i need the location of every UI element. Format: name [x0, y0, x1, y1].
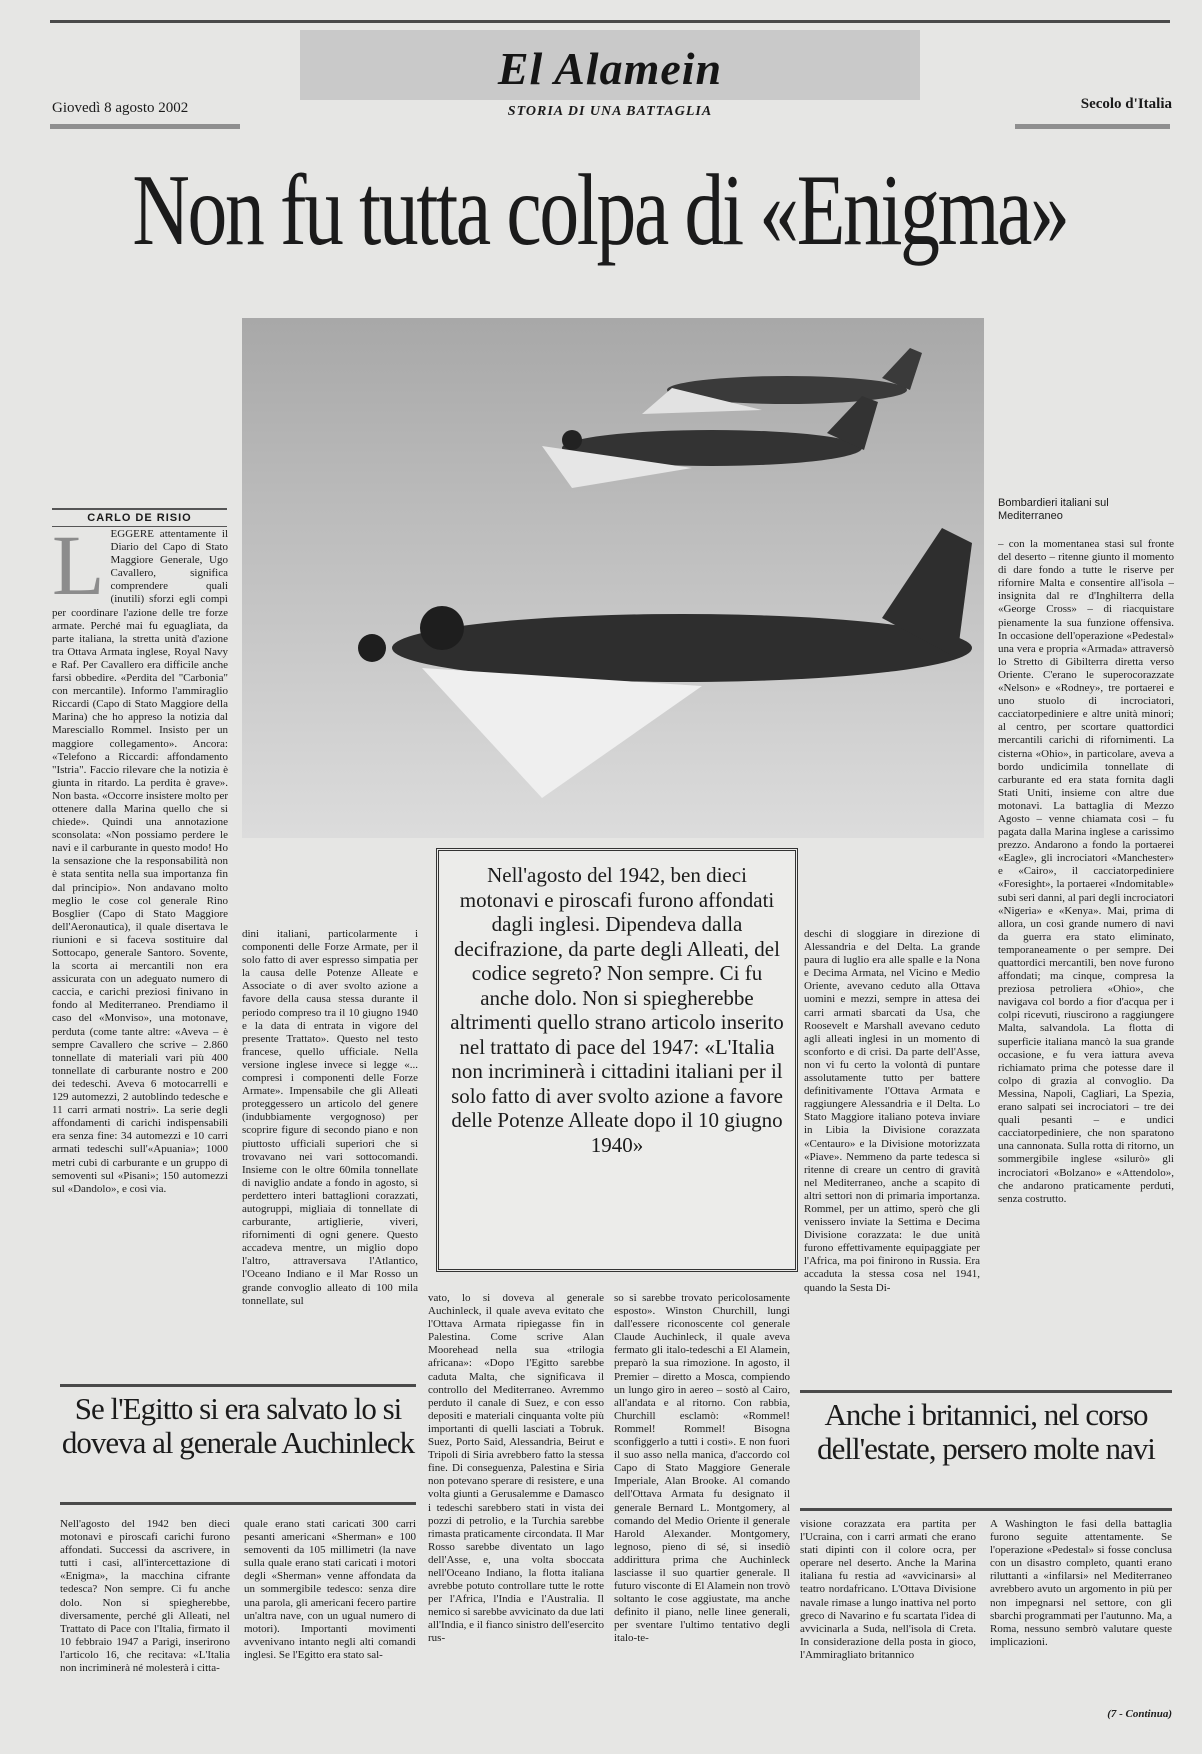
- article-column-7: [614, 1292, 790, 1722]
- subhead-right-rule-bottom: [800, 1508, 1172, 1511]
- subhead-right: Anche i britannici, nel corso dell'estate, persero molte navi: [817, 1397, 1155, 1466]
- byline: CARLO DE RISIO: [52, 508, 227, 527]
- section-subtitle: STORIA DI UNA BATTAGLIA: [507, 104, 713, 119]
- masthead-rule-right: [1015, 124, 1170, 129]
- article-column-6: [428, 1292, 604, 1722]
- newspaper-name: Secolo d'Italia: [1080, 96, 1172, 112]
- headline: Non fu tutta colpa di «Enigma»: [132, 154, 1068, 267]
- column-1-text: EGGERE attentamente il Diario del Capo di Stato Maggiore Generale, Ugo Cavallero, significa comprendere quali (inutili) sforzi egli compì per coordinare l'azione delle tre forze armate. Perché mai fu eguagliata, da parte italiana, la stretta unità d'azione tra Ottava Armata inglese, Royal Navy e Raf. Per Cavallero era difficile anche farsi obbedire. «Perdita del "Carbonia" con mercantile). Informo l'ammiraglio Riccardi (Capo di Stato Maggiore della Marina) che ho appreso la notizia dal Maresciallo Rommel. Insisto per un maggiore collegamento». Ancora: «Telefono a Riccardi: affondamento "Istria". Faccio rilevare che la notizia è giunta in ritardo. La perdita è grave». Non basta. «Occorre insistere molto per ottenere dalla Marina quello che si chiede». Quindi una annotazione sconsolata: «Non possiamo perdere le navi e il carburante in questo modo! Ho la sensazione che la responsabilità non è stata sentita nella sua importanza fin dal principio». Non andavano molto meglio le cose col generale Rino Bosglier (Capo di Stato Maggiore dell'Aeronautica), il quale disertava le riunioni e si faceva sostituire dal Sottocapo, generale Santoro. Sovente, la scorta ai mercantili non era assicurata con un adeguato numero di caccia, e carichi preziosi finivano in fondo al Mediterraneo. Prendiamo il caso del «Monviso», una motonave, perduta (come tante altre: «Aveva – è sempre Cavallero che scrive – 2.860 tonnellate di materiali vari più 400 tonnellate di carburante nostro e 200 dei tedeschi. Aveva 6 motocarrelli e 129 automezzi, 2 autoblindo tedesche e 11 carri armati nostri». La serie degli affondamenti di carichi indispensabili era senza fine: 34 automezzi e 10 carri armati tedeschi sull'«Apuania»; 1000 metri cubi di carburante e un gruppo di semoventi sul «Pisani»; 150 automezzi sul «Dandolo», e così via.: [52, 528, 228, 1195]
- subhead-left: Se l'Egitto si era salvato lo si doveva al generale Auchinleck: [61, 1391, 415, 1460]
- pull-quote: Nell'agosto del 1942, ben dieci motonavi e piroscafi furono affondati dagli inglesi. Dipendeva dalla decifrazione, da parte degli Alleati, del codice segreto? Non sempre. Ci fu anche dolo. Non si spiegherebbe altrimenti quello strano articolo inserito nel trattato di pace del 1947: «L'Italia non incriminerà i cittadini italiani per il solo fatto di aver svolto azione a favore delle Potenze Alleate dopo il 10 giugno 1940»: [450, 863, 784, 1157]
- subhead-left-rule-bottom: [60, 1502, 416, 1505]
- column-8-text: visione corazzata era partita per l'Ucraina, con i carri armati che erano stati dipinti con il colore ocra, per operare nel deserto. Anche la Marina italiana fu restia ad «avvicinarsi» al teatro nordafricano. L'Ottava Divisione navale rimase a lungo inattiva nel porto greco di Navarino e fu scartata l'idea di avvicinarla a Suda, nell'isola di Creta. In considerazione della posta in gioco, l'Ammiragliato britannico: [800, 1518, 976, 1661]
- column-7-text: so si sarebbe trovato pericolosamente esposto». Winston Churchill, lungi dall'essere riconoscente col generale Claude Auchinleck, il quale aveva fermato gli italo-tedeschi a El Alamein, preparò la sua rimozione. In agosto, il Premier – diretto a Mosca, compiendo un lungo giro in aereo – sostò al Cairo, all'andata e al ritorno. Con rabbia, Churchill esclamò: «Rommel! Rommel! Rommel! Bisogna sconfiggerlo a tutti i costi». E non fuori il suo asso nella manica, d'accordo col Capo di Stato Maggiore Generale Imperiale, Alan Brooke. Al comando dell'Ottava Armata fu designato il generale Bernard L. Montgomery, al comando del Medio Oriente il generale Harold Alexander. Montgomery, legnoso, pieno di sé, si insediò addirittura prima che Auchinleck lasciasse il suo quartier generale. Il futuro visconte di El Alamein non trovò soltanto le cose aggiustate, ma anche definito il piano, nelle linee generali, per sventare l'ultimo tentativo degli italo-te-: [614, 1292, 790, 1645]
- column-6-text: vato, lo si doveva al generale Auchinleck, il quale aveva evitato che l'Ottava Armata ripiegasse fin in Palestina. Come scrive Alan Moorehead nella sua «trilogia africana»: «Dopo l'Egitto sarebbe caduta Malta, che significava il controllo del Mediterraneo. Avremmo perduto il canale di Suez, e con esso depositi e materiali cinquanta volte più importanti di quelli lasciati a Tobruk. Suez, Porto Said, Alessandria, Beirut e Tripoli di Siria avrebbero fatto la stessa fine. Di conseguenza, Palestina e Siria non potevano sperare di resistere, e una volta giunti a Gerusalemme e Damasco i tedeschi sarebbero stati in vista dei pozzi di petrolio, e la Turchia sarebbe rimasta praticamente circondata. Il Mar Rosso sarebbe diventato un lago dell'Asse, e, una volta sboccata nell'Oceano Indiano, la flotta italiana avrebbe potuto controllare tutte le rotte per l'Africa, l'India e l'Australia. Il nemico si sarebbe avvicinato da due lati all'India, e il fianco sinistro dell'esercito rus-: [428, 1292, 604, 1645]
- article-column-5: [244, 1518, 416, 1722]
- section-title: [440, 38, 780, 100]
- column-3-text: deschi di sloggiare in direzione di Alessandria e del Delta. La grande paura di luglio era alle spalle e la Nona e Decima Armata, nel Vicino e Medio Oriente, avevano ceduto alla Ottava uomini e mezzi, sempre in attesa dei carri armati sbarcati da Usa, che Roosevelt e Marshall avevano ceduto agli alleati inglesi in un momento di sconforto e di crisi. Da parte dell'Asse, non vi fu certo la volontà di puntare assolutamente tutto per battere definitivamente l'Ottava Armata e raggiungere Alessandria e il Delta. Lo Stato Maggiore italiano poteva inviare in Libia la Divisione corazzata «Centauro» e la Divisione motorizzata «Piave». Nemmeno da parte tedesca si ritenne di creare un centro di gravità nel Mediterraneo, anche a scapito di altri settori non di primaria importanza. Rommel, per un attimo, sperò che gli venissero inviate la Settima e Decima Divisione corazzata: le due unità furono effettivamente equipaggiate per l'Africa, ma poi finirono in Russia. Era accaduta la stessa cosa nel 1941, quando la Sesta Di-: [804, 928, 980, 1294]
- article-column-2: [242, 928, 418, 1348]
- article-column-1: [52, 528, 228, 1348]
- column-10-text: A Washington le fasi della battaglia furono seguite attentamente. Se l'operazione «Pedestal» si fosse conclusa con un disastro completo, quanti erano riluttanti a «infilarsi» nel Mediterraneo avrebbero avuto un argomento in più per non impegnarsi nel settore, con gli sbarchi programmati per l'autunno. Ma, a Roma, nessuno sembrò valutare queste implicazioni.: [990, 1518, 1172, 1648]
- column-2-text: dini italiani, particolarmente i componenti delle Forze Armate, per il solo fatto di aver espresso simpatia per la causa delle Potenze Alleate e Associate o di aver svolto azione a favore della causa stessa durante il periodo compreso tra il 10 giugno 1940 e la data di entrata in vigore del presente Trattato». Questo nel testo francese, quello ufficiale. Nella versione inglese invece si legge «... compresi i componenti delle Forze Armate». Impensabile che gli Alleati proteggessero un articolo del genere (indubbiamente vergognoso) per scoprire figure di secondo piano e non piuttosto ufficiali superiori che si trovavano nei vari sottocomandi. Insieme con le oltre 60mila tonnellate di naviglio andate a fondo in agosto, si perdettero interi battaglioni corazzati, autogruppi, migliaia di tonnellate di carburante, artiglierie, viveri, rifornimenti di ogni genere. Questo accadeva mentre, un miglio dopo l'altro, attraversava l'Atlantico, l'Oceano Indiano e il Mar Rosso un grande convoglio alleato di 100 mila tonnellate, sul: [242, 928, 418, 1307]
- article-column-3: [804, 928, 980, 1348]
- subhead-left-rule-top: [60, 1384, 416, 1387]
- subhead-right-rule-top: [800, 1390, 1172, 1393]
- issue-date: Giovedì 8 agosto 2002: [52, 100, 189, 116]
- drop-cap: L: [52, 528, 105, 613]
- article-column-9: [60, 1518, 230, 1722]
- column-4-text: – con la momentanea stasi sul fronte del deserto – ritenne giunto il momento di dare fondo a tutte le riserve per rifornire Malta e consentire all'isola – insignita dal re d'Inghilterra della «George Cross» – di riacquistare pienamente la sua funzione offensiva. In occasione dell'operazione «Pedestal» una vera e propria «Armada» attraversò lo Stretto di Gibilterra diretta verso Oriente. C'erano le superocorazzate «Nelson» e «Rodney», tre portaerei e uno stuolo di incrociatori, cacciatorpediniere e altre unità minori; al centro, per scortare quattordici mercantili carichi di rifornimenti. La cisterna «Ohio», in particolare, aveva a bordo undicimila tonnellate di carburante ed era stata fornita dagli Stati Uniti, insieme con altre due motonavi. La battaglia di Mezzo Agosto – venne chiamata così – fu pagata dalla Marina inglese a carissimo prezzo. Andarono a fondo la portaerei «Eagle», gli incrociatori «Manchester» e «Cairo», il cacciatorpediniere «Foresight», la portaerei «Indomitable» subì seri danni, al pari degli incrociatori «Nigeria» e «Kenya». Mai, prima di allora, un così grande numero di navi da guerra era stato eliminato, temporaneamente o per sempre. Dei quattordici mercantili, ben nove furono affondati; ma cinque, compresa la preziosa petroliera «Ohio», che navigava col bordo a fior d'acqua per i colpi ricevuti, riuscirono a raggiungere Malta, salvandola. La flotta di superficie italiana mancò la sua grande occasione, e fu vera iattura aveva richiamato prima che potesse dare il colpo di grazia al convoglio. Da Messina, Napoli, Cagliari, La Spezia, erano salpati sei incrociatori – tre dei quali pesanti – e undici cacciatorpediniere, che non sparatono una cannonata. Sulla rotta di ritorno, un sommergibile inglese «silurò» gli incrociatori «Bolzano» e «Attendolo», che andarono praticamente perduti, senza costrutto.: [998, 538, 1174, 1205]
- top-rule: [50, 20, 1170, 23]
- planes-illustration: [242, 318, 984, 838]
- bombers-photo: [242, 318, 984, 838]
- column-5-text: quale erano stati caricati 300 carri pesanti americani «Sherman» e 100 semoventi da 105 millimetri (la nave sulla quale erano stati caricati i motori degli «Sherman» venne affondata da un sommergibile tedesco: senza dire una parola, gli americani fecero partire un'altra nave, con un ugual numero di motori). Importanti movimenti avvenivano intanto negli alti comandi inglesi. Se l'Egitto era stato sal-: [244, 1518, 416, 1661]
- article-column-8: [800, 1518, 976, 1722]
- photo-caption: Bombardieri italiani sul Mediterraneo: [998, 497, 1109, 522]
- section-title-text: El Alamein: [497, 43, 723, 94]
- pull-quote-box: [436, 848, 798, 1272]
- continue-note: (7 - Continua): [1107, 1708, 1172, 1720]
- masthead-rule-left: [50, 124, 240, 129]
- article-column-10: [990, 1518, 1172, 1704]
- article-column-4: [998, 538, 1174, 1388]
- column-9-text: Nell'agosto del 1942 ben dieci motonavi e piroscafi carichi furono affondati. Successi da ascrivere, in tutti i casi, all'intercettazione di «Enigma», la macchina cifrante tedesca? Non sempre. Ci fu anche dolo. Non si spiegherebbe, diversamente, perché gli Alleati, nel Trattato di Pace con l'Italia, firmato il 10 febbraio 1947 a Parigi, inserirono l'articolo 16, che recitava: «L'Italia non incriminerà né molesterà i citta-: [60, 1518, 230, 1675]
